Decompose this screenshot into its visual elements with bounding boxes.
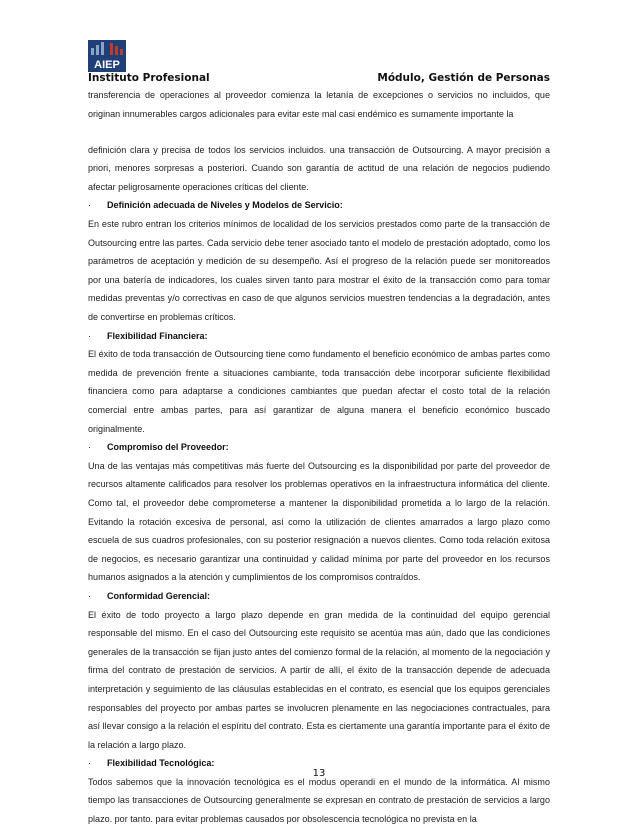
section-heading-gerencial [88,587,550,606]
section-heading-text: Flexibilidad Tecnológica: [107,758,215,769]
page-header [88,72,550,86]
paragraph-6: El éxito de todo proyecto a largo plazo depende en gran medida de la continuidad del equipo gerencial responsable del mismo. En el caso del Outsourcing este requisito se acentúa mas aún, dado que las condiciones generales de la transacción se fijan justo antes del comienzo formal de la relación, al momento de la negociación y firma del contrato de prestación de servicios. A partir de allí, el éxito de la transacción depende de adecuada interpretación y seguimiento de las cláusulas establecidas en el contrato, es esencial que los equipos gerenciales responsables del proyecto por ambas partes se involucren plenamente en las negociaciones contractuales, para así llevar consigo a la relación el espíritu del contrato. Esta es ciertamente una garantía importante para el éxito de la relación a largo plazo. [88,609,550,750]
module-title: Módulo, Gestión de Personas [377,72,550,84]
paragraph-2: definición clara y precisa de todos los servicios incluidos. una transacción de Outsourcing. A mayor precisión a priori, menores sorpresas a posteriori. Cuando son garantía de actitud de una relación de negocios pudiendo afectar peligrosamente operaciones críticas del cliente. [88,144,550,192]
logo-text: AIEP [94,59,120,71]
paragraph-4: El éxito de toda transacción de Outsourcing tiene como fundamento el beneficio económico de ambas partes como medida de prevención frente a situaciones cambiante, toda transacción debe incorporar suficiente flexibilidad financiera como para adaptarse a condiciones cambiantes que puedan afectar el costo total de la relación comercial entre ambas partes, para así garantizar de alguna manera el beneficio económico buscado originalmente. [88,349,550,434]
section-heading-financiera [88,327,550,346]
bullet-marker: · [88,590,92,601]
paragraph-5: Una de las ventajas más competitivas más fuerte del Outsourcing es la disponibilidad por parte del proveedor de recursos altamente calificados para resolver los problemas operativos en la infraestructura informática del cliente. Como tal, el proveedor debe comprometerse a mantener la disponibilidad prometida a lo largo de la relación. Evitando la rotación excesiva de personal, así como la utilización de clientes amarrados a largo plazo como escuela de sus cuadros profesionales, con su posterior resignación a nuevos clientes. Como toda relación exitosa de negocios, es necesario garantizar una continuidad y calidad mínima por parte del proveedor en los recursos humanos asignados a la atención y cumplimientos de los compromisos contraídos. [88,460,550,583]
bullet-marker: · [88,758,92,769]
aiep-logo [88,40,126,72]
bullet-marker: · [88,200,92,211]
paragraph-1: transferencia de operaciones al proveedor comienza la letanía de excepciones o servicios no incluidos, que originan innumerables cargos adicionales para evitar este mal casi endémico es sumamente importante la [88,90,550,119]
section-heading-niveles [88,196,550,215]
document-body [88,86,550,829]
bullet-marker: · [88,442,92,453]
section-heading-text: Conformidad Gerencial: [107,590,211,601]
paragraph-gap [88,123,550,141]
section-heading-text: Compromiso del Proveedor: [107,442,229,453]
bullet-marker: · [88,330,92,341]
section-heading-proveedor [88,438,550,457]
section-heading-text: Flexibilidad Financiera: [107,330,208,341]
paragraph-3: En este rubro entran los criterios mínimos de localidad de los servicios prestados como parte de la transacción de Outsourcing entre las partes. Cada servicio debe tener asociado tanto el modelo de prestación adoptado, como los parámetros de aceptación y medición de su desempeño. Así el progreso de la relación puede ser monitoreados por una batería de indicadores, los cuales sirven tanto para mostrar el éxito de la transacción como para tomar medidas preventas y/o correctivas en caso de que algunos servicios muestren tendencias a la degradación, antes de convertirse en problemas críticos. [88,219,550,323]
institution-name: Instituto Profesional [88,72,210,84]
paragraph-7: Todos sabemos que la innovación tecnológica es el modus operandi en el mundo de la informática. Al mismo tiempo las transacciones de Outsourcing generalmente se expresan en contrato de prestación de servicios a largo plazo. por tanto. para evitar problemas causados por obsolescencia tecnológica no prevista en la [88,776,550,825]
page-number: 13 [312,768,326,779]
section-heading-text: Definición adecuada de Niveles y Modelos de Servicio: [107,200,343,211]
